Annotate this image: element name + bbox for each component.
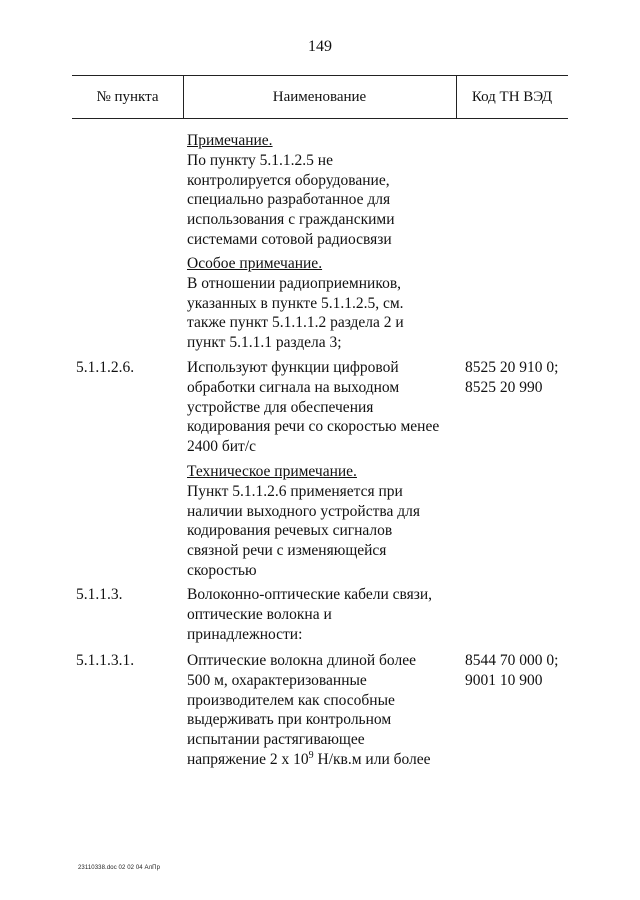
item-line: кодирования речи со скоростью менее [187, 418, 440, 436]
item-codes [465, 358, 580, 398]
item-description [187, 358, 462, 457]
special-note-block [187, 254, 462, 353]
special-note-title: Особое примечание. [187, 255, 323, 272]
item-line-text: Н/кв.м или более [313, 750, 431, 768]
header-item-number: № пункта [96, 89, 159, 105]
item-line: Оптические волокна длиной более [187, 652, 416, 669]
item-line: 500 м, охарактеризованные [187, 671, 367, 689]
item-line: Волоконно-оптические кабели связи, [187, 586, 433, 603]
tech-note-block [187, 462, 462, 581]
item-line: 2400 бит/с [187, 438, 257, 456]
special-note-line: также пункт 5.1.1.1.2 раздела 2 и [187, 314, 404, 332]
header-name: Наименование [272, 89, 367, 105]
item-line: оптические волокна и [187, 605, 332, 623]
special-note-line: указанных в пункте 5.1.1.2.5, см. [187, 294, 404, 312]
item-line: принадлежности: [187, 625, 303, 643]
page-number: 149 [308, 38, 332, 55]
note-title: Примечание. [187, 132, 273, 149]
exponent: 9 [308, 749, 314, 761]
item-number: 5.1.1.3.1. [76, 652, 135, 669]
special-note-line: В отношении радиоприемников, [187, 274, 402, 292]
tech-note-line: скоростью [187, 561, 257, 579]
item-number: 5.1.1.2.6. [76, 359, 135, 376]
item-line: обработки сигнала на выходном [187, 378, 400, 396]
code-line: 8525 20 990 [465, 378, 543, 396]
note-line: использования с гражданскими [187, 211, 395, 229]
code-line: 8544 70 000 0; [465, 652, 559, 669]
item-line: Используют функции цифровой [187, 359, 399, 376]
note-line: контролируется оборудование, [187, 171, 390, 189]
note-block [187, 131, 462, 250]
note-line: По пункту 5.1.1.2.5 не [187, 151, 333, 169]
item-line: испытании растягивающее [187, 731, 365, 749]
tech-note-line: наличии выходного устройства для [187, 502, 420, 520]
item-description [187, 651, 462, 770]
tech-note-line: связной речи с изменяющейся [187, 542, 387, 560]
special-note-line: пункт 5.1.1.1 раздела 3; [187, 334, 342, 352]
item-line [187, 750, 462, 770]
item-number: 5.1.1.3. [76, 586, 123, 603]
note-line: системами сотовой радиосвязи [187, 230, 392, 248]
code-line: 8525 20 910 0; [465, 359, 559, 376]
tech-note-line: кодирования речевых сигналов [187, 522, 393, 540]
code-line: 9001 10 900 [465, 671, 543, 689]
item-line: устройстве для обеспечения [187, 398, 374, 416]
document-footer: 23110338.doc 02 02 04 АлПр [78, 865, 161, 871]
item-codes [465, 651, 580, 691]
item-line: производителем как способные [187, 691, 395, 709]
tech-note-title: Техническое примечание. [187, 463, 357, 480]
item-line-text: напряжение 2 x 10 [187, 750, 309, 768]
header-code: Код ТН ВЭД [471, 89, 553, 105]
note-line: специально разработанное для [187, 191, 391, 209]
tech-note-line: Пункт 5.1.1.2.6 применяется при [187, 482, 403, 500]
item-description [187, 585, 462, 644]
item-line: выдерживать при контрольном [187, 711, 392, 729]
